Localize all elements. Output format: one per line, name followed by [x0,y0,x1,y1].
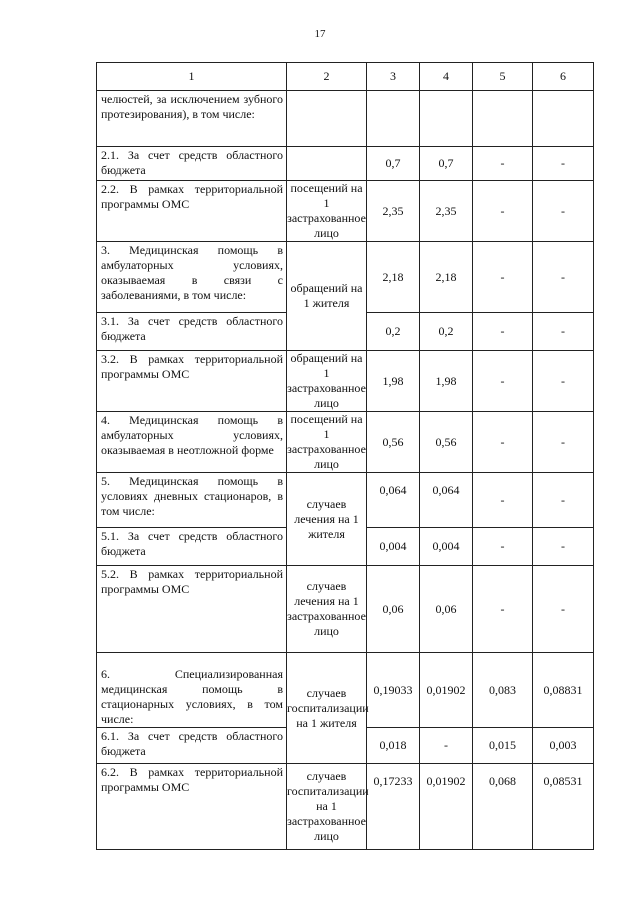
column-header: 1 [97,63,287,91]
column-header: 2 [287,63,367,91]
value-cell: 0,06 [420,566,473,653]
value-cell: - [533,473,594,528]
unit-cell: случаев лечения на 1 застрахованное лицо [287,566,367,653]
indicators-table [96,62,594,850]
value-cell: - [533,412,594,473]
value-cell: 0,56 [367,412,420,473]
value-cell: 1,98 [367,351,420,412]
value-cell: 0,015 [473,728,533,764]
unit-cell: случаев госпитализации на 1 жителя [287,653,367,764]
value-cell: 0,003 [533,728,594,764]
value-cell [420,91,473,147]
value-cell [533,91,594,147]
page-number: 17 [314,28,326,40]
table-row [97,91,594,147]
table-row [97,242,594,313]
value-cell: 0,064 [420,473,473,528]
value-cell: - [473,528,533,566]
value-cell: 0,08531 [533,764,594,850]
value-cell: - [473,473,533,528]
value-cell: - [473,351,533,412]
value-cell: 0,2 [420,313,473,351]
value-cell: - [473,313,533,351]
indicator-name-cell: 6. Специализированная медицинская помощь в стационарных условиях, в том числе: [97,653,287,728]
table-row [97,764,594,850]
table-row [97,351,594,412]
value-cell: 0,06 [367,566,420,653]
value-cell: 0,2 [367,313,420,351]
value-cell: - [420,728,473,764]
table-header-row [97,63,594,91]
value-cell: 2,18 [367,242,420,313]
value-cell: 2,35 [420,181,473,242]
indicator-name-cell: 4. Медицинская помощь в амбулаторных условиях, оказываемая в неотложной форме [97,412,287,473]
value-cell: - [473,181,533,242]
indicator-name-cell: 6.2. В рамках территориальной программы ОМС [97,764,287,850]
value-cell: 0,068 [473,764,533,850]
value-cell: 0,19033 [367,653,420,728]
value-cell: 0,7 [420,147,473,181]
value-cell: - [533,566,594,653]
unit-cell [287,147,367,181]
unit-cell: посещений на 1 застрахованное лицо [287,412,366,471]
value-cell: - [473,566,533,653]
value-cell: 0,004 [367,528,420,566]
unit-cell: случаев госпитализации на 1 застрахованное лицо [287,764,367,850]
column-header: 5 [473,63,533,91]
indicator-name-cell: 2.2. В рамках территориальной программы ОМС [97,181,287,242]
value-cell: - [533,313,594,351]
table-row [97,473,594,528]
unit-cell [287,91,367,147]
value-cell: 1,98 [420,351,473,412]
table-row [97,566,594,653]
value-cell: 0,018 [367,728,420,764]
value-cell: 2,18 [420,242,473,313]
column-header: 4 [420,63,473,91]
indicator-name-cell: челюстей, за исключением зубного протезирования), в том числе: [97,91,287,147]
unit-cell: случаев лечения на 1 жителя [287,473,367,566]
indicator-name-cell: 3.1. За счет средств областного бюджета [97,313,287,351]
indicator-name-cell: 5. Медицинская помощь в условиях дневных стационаров, в том числе: [97,473,287,528]
table-row [97,147,594,181]
value-cell: 2,35 [367,181,420,242]
value-cell: - [533,242,594,313]
value-cell: - [533,147,594,181]
unit-cell: посещений на 1 застрахованное лицо [287,181,366,240]
value-cell: 0,01902 [420,764,473,850]
indicator-name-cell: 5.1. За счет средств областного бюджета [97,528,287,566]
value-cell: - [533,528,594,566]
value-cell: - [473,412,533,473]
value-cell [367,91,420,147]
value-cell: - [473,242,533,313]
value-cell: 0,01902 [420,653,473,728]
value-cell: 0,064 [367,473,420,528]
table-row [97,181,594,242]
value-cell: 0,004 [420,528,473,566]
column-header: 3 [367,63,420,91]
table-row [97,653,594,728]
value-cell: - [533,181,594,242]
value-cell: 0,08831 [533,653,594,728]
unit-cell: обращений на 1 жителя [287,242,367,351]
value-cell: 0,083 [473,653,533,728]
table-row [97,412,594,473]
column-header: 6 [533,63,594,91]
indicator-name-cell: 3. Медицинская помощь в амбулаторных условиях, оказываемая в связи с заболеваниями, в том числе: [97,242,287,313]
indicator-name-cell: 5.2. В рамках территориальной программы ОМС [97,566,287,653]
value-cell: - [533,351,594,412]
value-cell: - [473,147,533,181]
value-cell: 0,17233 [367,764,420,850]
value-cell: 0,56 [420,412,473,473]
indicator-name-cell: 6.1. За счет средств областного бюджета [97,728,287,764]
indicator-name-cell: 2.1. За счет средств областного бюджета [97,147,287,181]
value-cell [473,91,533,147]
unit-cell: обращений на 1 застрахованное лицо [287,351,366,410]
indicator-name-cell: 3.2. В рамках территориальной программы ОМС [97,351,287,412]
value-cell: 0,7 [367,147,420,181]
